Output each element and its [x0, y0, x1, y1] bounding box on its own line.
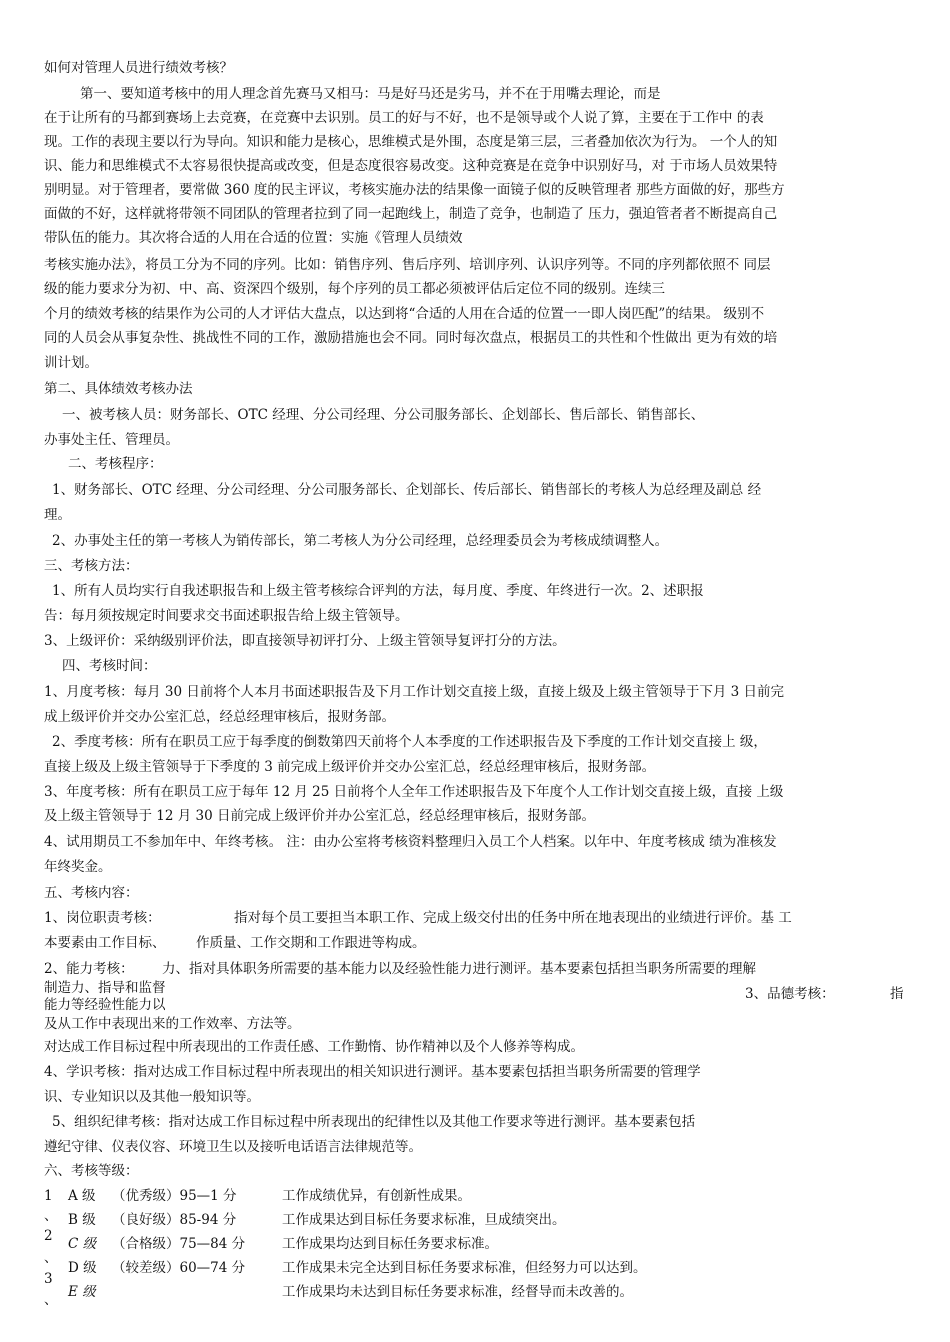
content-label: 1、岗位职责考核：	[44, 910, 161, 926]
paragraph-line: 2、办事处主任的第一考核人为销传部长，第二考核人为分公司经理，总经理委员会为考核成绩调整人。	[52, 533, 669, 549]
list-marker: 2	[44, 1228, 53, 1244]
section-heading: 第二、具体绩效考核办法	[44, 381, 193, 397]
paragraph-line: 考核实施办法》，将员工分为不同的序列。比如：销售序列、售后序列、培训序列、认识序列等。不同的序列都依照不 同层	[44, 257, 771, 273]
grade-description: 工作成绩优异，有创新性成果。	[282, 1188, 471, 1204]
paragraph-line: 对达成工作目标过程中所表现出的工作责任感、工作勤惰、协作精神以及个人修养等构成。	[44, 1039, 584, 1055]
grade-level: C 级	[68, 1236, 97, 1252]
paragraph-line: 成上级评价并交办公室汇总，经总经理审核后，报财务部。	[44, 709, 395, 725]
list-marker: 、	[44, 1250, 58, 1266]
document-title: 如何对管理人员进行绩效考核？	[44, 60, 233, 76]
paragraph-line: 4、试用期员工不参加年中、年终考核。 注：由办公室将考核资料整理归入员工个人档案。以年中、年度考核成 绩为准核发	[44, 834, 777, 850]
list-marker: 、	[44, 1292, 58, 1308]
paragraph-line: 制造力、指导和监督	[44, 980, 166, 996]
section-heading: 三、考核方法：	[44, 558, 139, 574]
paragraph-line: 遵纪守律、仪表仪容、环境卫生以及接听电话语言法律规范等。	[44, 1139, 422, 1155]
paragraph-line: 理。	[44, 507, 71, 523]
grade-description: 工作成果未完全达到目标任务要求标准，但经努力可以达到。	[282, 1260, 647, 1276]
paragraph-line: 及从工作中表现出来的工作效率、方法等。	[44, 1016, 301, 1032]
paragraph-line: 2、季度考核：所有在职员工应于每季度的倒数第四天前将个人本季度的工作述职报告及下季度的工作计划交直接上 级，	[52, 734, 767, 750]
grade-range: （合格级）75—84 分	[112, 1236, 246, 1252]
grade-level: D 级	[68, 1260, 97, 1276]
grade-level: E 级	[68, 1284, 96, 1300]
paragraph-line: 1、所有人员均实行自我述职报告和上级主管考核综合评判的方法，每月度、季度、年终进行一次。2、述职报	[52, 583, 704, 599]
paragraph-line: 一、被考核人员：财务部长、OTC 经理、分公司经理、分公司服务部长、企划部长、售后部长、销售部长、	[62, 407, 705, 423]
list-marker: 3	[44, 1271, 53, 1287]
paragraph-line: 个月的绩效考核的结果作为公司的人才评估大盘点，以达到将“合适的人用在合适的位置一一即人岗匹配”的结果。 级别不	[44, 306, 765, 322]
paragraph-line: 本要素由工作目标、	[44, 935, 166, 951]
paragraph-line: 训计划。	[44, 355, 98, 371]
paragraph-line: 能力等经验性能力以	[44, 997, 166, 1013]
paragraph-line: 在于让所有的马都到赛场上去竞赛，在竞赛中去识别。员工的好与不好，也不是领导或个人说了算，主要在于工作中 的表	[44, 110, 764, 126]
paragraph-line: 年终奖金。	[44, 859, 112, 875]
paragraph-line: 力、指对具体职务所需要的基本能力以及经验性能力进行测评。基本要素包括担当职务所需要的理解	[162, 961, 756, 977]
paragraph-line: 告：每月须按规定时间要求交书面述职报告给上级主管领导。	[44, 608, 409, 624]
grade-range: （优秀级）95—1 分	[112, 1188, 237, 1204]
grade-range: （较差级）60—74 分	[112, 1260, 246, 1276]
paragraph-line: 现。工作的表现主要以行为导向。知识和能力是核心，思维模式是外围，态度是第三层，三者叠加依次为行为。 一个人的知	[44, 134, 778, 150]
grade-range: （良好级）85-94 分	[112, 1212, 237, 1228]
paragraph-line: 1、月度考核：每月 30 日前将个人本月书面述职报告及下月工作计划交直接上级，直接上级及上级主管领导于下月 3 日前完	[44, 684, 785, 700]
paragraph-line: 3、上级评价：采纳级别评价法，即直接领导初评打分、上级主管领导复评打分的方法。	[44, 633, 566, 649]
subsection-heading: 二、考核程序：	[68, 456, 163, 472]
paragraph-line: 5、组织纪律考核：指对达成工作目标过程中所表现出的纪律性以及其他工作要求等进行测评。基本要素包括	[52, 1114, 696, 1130]
paragraph-line: 识、能力和思维模式不太容易很快提高或改变，但是态度很容易改变。这种竞赛是在竞争中识别好马，对 于市场人员效果特	[44, 158, 778, 174]
paragraph-line: 级的能力要求分为初、中、高、资深四个级别，每个序列的员工都必须被评估后定位不同的级别。连续三	[44, 281, 665, 297]
grade-description: 工作成果均未达到目标任务要求标准，经督导而未改善的。	[282, 1284, 633, 1300]
paragraph-line: 办事处主任、管理员。	[44, 432, 179, 448]
paragraph-line: 1、财务部长、OTC 经理、分公司经理、分公司服务部长、企划部长、传后部长、销售部长的考核人为总经理及副总 经	[52, 482, 762, 498]
grade-description: 工作成果均达到目标任务要求标准。	[282, 1236, 498, 1252]
paragraph-line: 3、年度考核：所有在职员工应于每年 12 月 25 日前将个人全年工作述职报告及下年度个人工作计划交直接上级，直接 上级	[44, 784, 784, 800]
paragraph-line: 作质量、工作交期和工作跟进等构成。	[196, 935, 426, 951]
grade-level: A 级	[68, 1188, 96, 1204]
paragraph-line: 指对每个员工要担当本职工作、完成上级交付出的任务中所在地表现出的业绩进行评价。基 工	[234, 910, 792, 926]
paragraph-line: 4、学识考核：指对达成工作目标过程中所表现出的相关知识进行测评。基本要素包括担当职务所需要的管理学	[44, 1064, 701, 1080]
paragraph-line: 指	[890, 986, 904, 1002]
grade-description: 工作成果达到目标任务要求标准，旦成绩突出。	[282, 1212, 566, 1228]
content-label: 3、品德考核：	[745, 986, 835, 1002]
paragraph-line: 第一、要知道考核中的用人理念首先赛马又相马：马是好马还是劣马，并不在于用嘴去理论，而是	[80, 86, 661, 102]
content-label: 2、能力考核：	[44, 961, 134, 977]
section-heading: 六、考核等级：	[44, 1163, 139, 1179]
paragraph-line: 及上级主管领导于 12 月 30 日前完成上级评价并办公室汇总，经总经理审核后，报财务部。	[44, 808, 596, 824]
paragraph-line: 带队伍的能力。其次将合适的人用在合适的位置：实施《管理人员绩效	[44, 230, 463, 246]
paragraph-line: 识、专业知识以及其他一般知识等。	[44, 1089, 260, 1105]
section-heading: 五、考核内容：	[44, 885, 139, 901]
list-marker: 、	[44, 1208, 58, 1224]
paragraph-line: 同的人员会从事复杂性、挑战性不同的工作，激励措施也会不同。同时每次盘点，根据员工的共性和个性做出 更为有效的培	[44, 330, 778, 346]
paragraph-line: 面做的不好，这样就将带领不同团队的管理者拉到了同一起跑线上，制造了竞争，也制造了 压力，强迫管者者不断提高自己	[44, 206, 778, 222]
paragraph-line: 别明显。对于管理者，要常做 360 度的民主评议，考核实施办法的结果像一面镜子似的反映管理者 那些方面做的好，那些方	[44, 182, 785, 198]
grade-level: B 级	[68, 1212, 96, 1228]
section-heading: 四、考核时间：	[62, 658, 157, 674]
paragraph-line: 直接上级及上级主管领导于下季度的 3 前完成上级评价并交办公室汇总，经总经理审核后，报财务部。	[44, 759, 656, 775]
list-marker: 1	[44, 1188, 53, 1204]
